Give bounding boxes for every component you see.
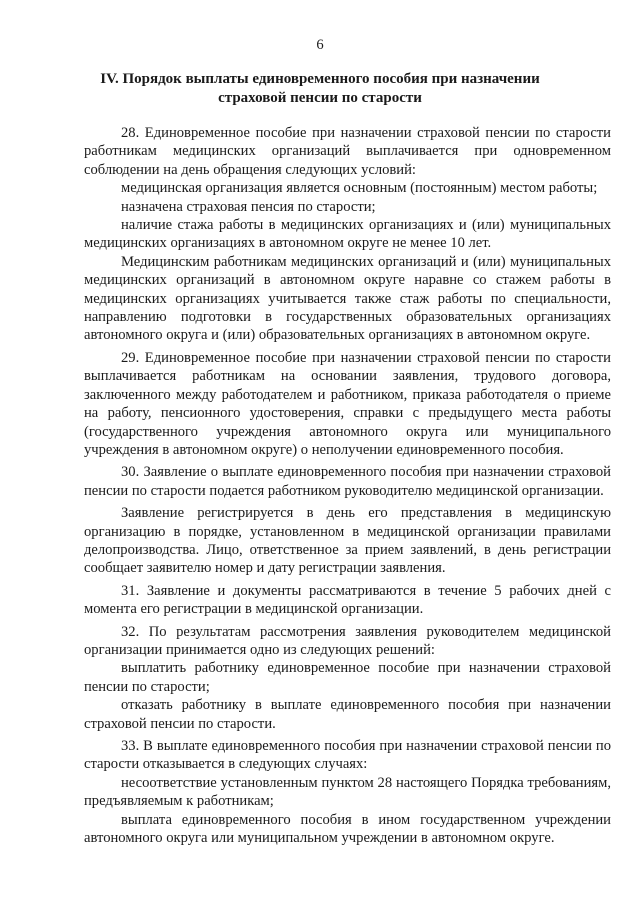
paragraph-33: 33. В выплате единовременного пособия при назначении страховой пенсии по старости отказывается в следующих случаях: (84, 738, 611, 773)
condition-work-experience: наличие стажа работы в медицинских организациях и (или) муниципальных медицинских организациях в автономном округе не менее 10 лет. (84, 217, 611, 252)
paragraph-31: 31. Заявление и документы рассматриваются в течение 5 рабочих дней с момента его регистрации в медицинской организации. (84, 582, 611, 618)
paragraph-experience-note: Медицинским работникам медицинских организаций и (или) муниципальных медицинских организаций в автономном округе наравне со стажем работы в медицинских организациях учитывается также стаж работы по специальности, направлению подготовки в государственных образовательных организациях автономного округа и (или) образовательных организациях в автономном округе. (84, 253, 611, 344)
refusal-case-paid-elsewhere: выплата единовременного пособия в ином государственном учреждении автономного округа или муниципальном учреждении в автономном округе. (84, 811, 611, 847)
paragraph-registration: Заявление регистрируется в день его представления в медицинскую организацию в порядке, установленном в медицинской организации правилами делопроизводства. Лицо, ответственное за прием заявлений, в день регистрации сообщает заявителю номер и дату регистрации заявления. (84, 505, 611, 577)
decision-pay: выплатить работнику единовременное пособие при назначении страховой пенсии по старости; (84, 660, 611, 695)
condition-main-workplace: медицинская организация является основным (постоянным) местом работы; (121, 180, 598, 197)
condition-pension-assigned: назначена страховая пенсия по старости; (121, 198, 376, 215)
section-title (60, 70, 580, 108)
paragraph-28: 28. Единовременное пособие при назначении страховой пенсии по старости работникам медицинских организаций выплачивается при одновременном соблюдении на день обращения следующих условий: (84, 125, 611, 178)
paragraph-30: 30. Заявление о выплате единовременного пособия при назначении страховой пенсии по старости подается работником руководителю медицинской организации. (84, 464, 611, 499)
section-title-line-2: страховой пенсии по старости (218, 90, 422, 106)
refusal-case-noncompliance: несоответствие установленным пунктом 28 настоящего Порядка требованиям, предъявляемым к работникам; (84, 774, 611, 810)
paragraph-29: 29. Единовременное пособие при назначении страховой пенсии по старости выплачивается работникам на основании заявления, трудового договора, заключенного между работодателем и работником, приказа работодателя о приеме на работу, пенсионного удостоверения, справки с предыдущего места работы (государственного учреждения автономного округа или муниципального учреждения в автономном округе) о неполучении единовременного пособия. (84, 349, 611, 458)
decision-refuse: отказать работнику в выплате единовременного пособия при назначении страховой пенсии по старости. (84, 697, 611, 732)
document-body (84, 124, 611, 847)
page-number: 6 (316, 37, 324, 53)
section-title-line-1: IV. Порядок выплаты единовременного пособия при назначении (100, 71, 540, 87)
paragraph-32: 32. По результатам рассмотрения заявления руководителем медицинской организации принимается одно из следующих решений: (84, 623, 611, 658)
